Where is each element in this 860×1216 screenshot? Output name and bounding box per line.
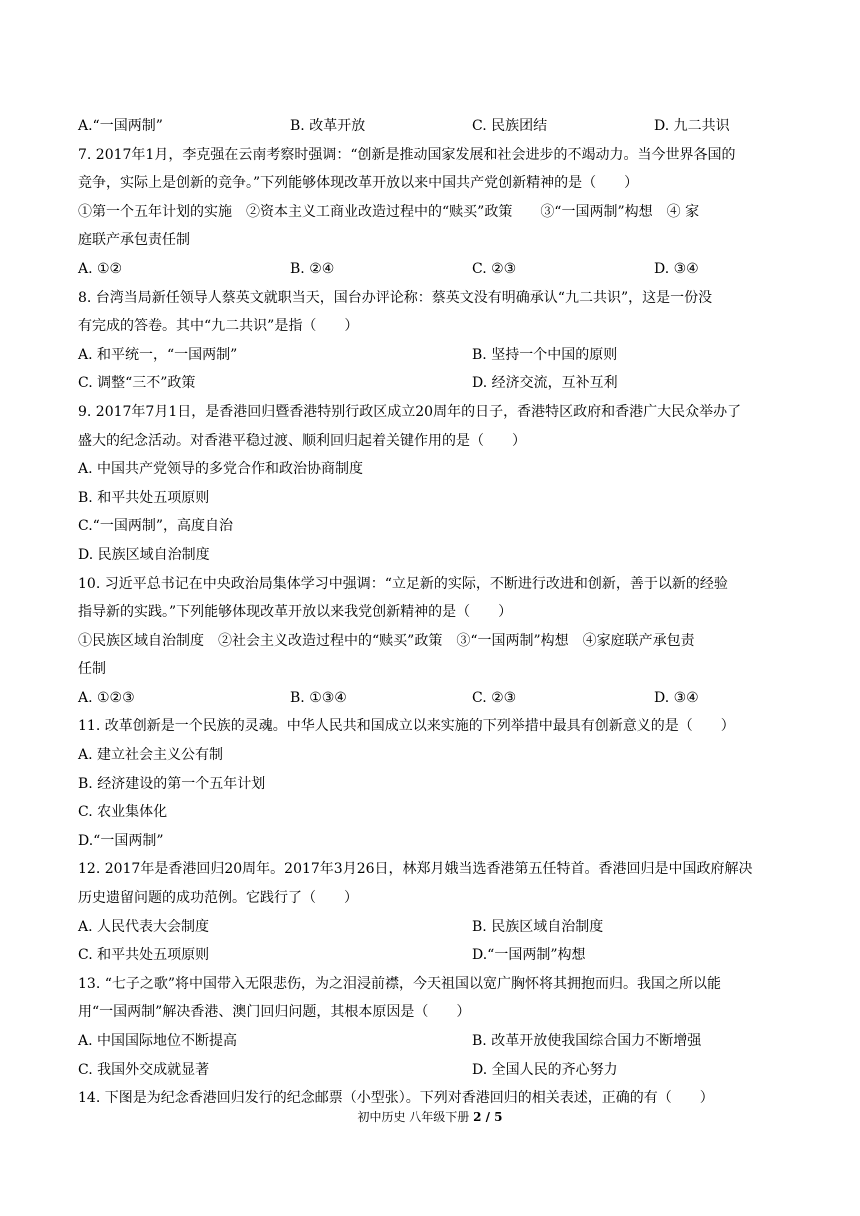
q9-stem: 9. 2017年7月1日，是香港回归暨香港特别行政区成立20周年的日子，香港特区政府和香港广大民众举办了: [78, 403, 742, 420]
option-b: B. 民族区域自治制度: [472, 918, 604, 935]
option-b: B. 坚持一个中国的原则: [472, 346, 618, 363]
option-a: A. 人民代表大会制度: [78, 918, 210, 935]
option-b: B. 经济建设的第一个五年计划: [78, 775, 266, 792]
question-content: [78, 112, 790, 1113]
option-c: C. 民族团结: [472, 118, 548, 134]
option-a: A. 中国国际地位不断提高: [78, 1033, 238, 1049]
q9-stem-cont: 盛大的纪念活动。对香港平稳过渡、顺利回归起着关键作用的是（ ）: [78, 432, 526, 449]
q13-options-row1: [78, 1027, 790, 1056]
option-a: A. ①②③: [78, 689, 135, 706]
q13-stem: 13. “七子之歌”将中国带入无限悲伤，为之泪浸前襟，今天祖国以宽广胸怀将其拥抱而归。我国之所以能: [78, 975, 722, 992]
option-a: A. 建立社会主义公有制: [78, 747, 224, 764]
q8-stem-cont: 有完成的答卷。其中“九二共识”是指（ ）: [78, 318, 359, 335]
option-d: D. ③④: [654, 689, 699, 706]
option-a: A.“一国两制”: [78, 118, 163, 134]
q12-options-row2: [78, 941, 790, 970]
option-d: D. ③④: [654, 260, 699, 277]
option-c: C. 和平共处五项原则: [78, 947, 210, 964]
option-d: D. 经济交流，互补互利: [472, 375, 618, 392]
q10-items: ①民族区域自治制度 ②社会主义改造过程中的“赎买”政策 ③“一国两制”构想 ④家庭联产承包责: [78, 632, 695, 649]
option-c: C. 我国外交成就显著: [78, 1061, 210, 1078]
q13-stem-cont: 用“一国两制”解决香港、澳门回归问题，其根本原因是（ ）: [78, 1004, 471, 1021]
q10-stem-cont: 指导新的实践。”下列能够体现改革开放以来我党创新精神的是（ ）: [78, 604, 513, 621]
q8-options-row2: [78, 369, 790, 398]
q7-stem: 7. 2017年1月，李克强在云南考察时强调：“创新是推动国家发展和社会进步的不竭动力。当今世界各国的: [78, 146, 736, 163]
q6-options: [78, 112, 790, 141]
option-b: B. ②④: [290, 260, 335, 277]
q8-stem: 8. 台湾当局新任领导人蔡英文就职当天，国台办评论称：蔡英文没有明确承认“九二共识”，这是一份没: [78, 289, 713, 306]
q7-items-cont: 庭联产承包责任制: [78, 232, 190, 249]
option-c: C.“一国两制”，高度自治: [78, 518, 233, 535]
option-a: A. 中国共产党领导的多党合作和政治协商制度: [78, 461, 364, 478]
q12-options-row1: [78, 913, 790, 942]
q12-stem-cont: 历史遗留问题的成功范例。它践行了（ ）: [78, 890, 358, 907]
q10-items-cont: 任制: [78, 661, 106, 678]
q10-options: [78, 684, 790, 713]
option-b: B. 和平共处五项原则: [78, 489, 210, 506]
option-d: D. 九二共识: [654, 118, 730, 134]
option-d: D.“一国两制”构想: [472, 947, 586, 964]
q7-options: [78, 255, 790, 284]
option-c: C. 调整“三不”政策: [78, 375, 196, 392]
option-c: C. ②③: [472, 689, 517, 706]
q7-stem-cont: 竞争，实际上是创新的竞争。”下列能够体现改革开放以来中国共产党创新精神的是（ ）: [78, 175, 639, 192]
q10-stem: 10. 习近平总书记在中央政治局集体学习中强调：“立足新的实际，不断进行改进和创新，善于以新的经验: [78, 575, 728, 592]
q8-options-row1: [78, 341, 790, 370]
q12-stem: 12. 2017年是香港回归20周年。2017年3月26日，林郑月娥当选香港第五任特首。香港回归是中国政府解决: [78, 861, 753, 878]
q7-items: ①第一个五年计划的实施 ②资本主义工商业改造过程中的“赎买”政策 ③“一国两制”构想 ④ 家: [78, 203, 700, 220]
q11-stem: 11. 改革创新是一个民族的灵魂。中华人民共和国成立以来实施的下列举措中最具有创新意义的是（ ）: [78, 718, 735, 735]
option-d: D.“一国两制”: [78, 832, 164, 849]
footer-text: 初中历史 八年级下册: [357, 1110, 474, 1124]
page-number: 2 / 5: [473, 1110, 503, 1124]
option-c: C. ②③: [472, 260, 517, 277]
option-a: A. 和平统一，“一国两制”: [78, 346, 238, 363]
option-c: C. 农业集体化: [78, 804, 168, 821]
option-b: B. 改革开放: [290, 118, 366, 134]
option-b: B. 改革开放使我国综合国力不断增强: [472, 1033, 702, 1049]
q13-options-row2: [78, 1056, 790, 1085]
option-b: B. ①③④: [290, 689, 347, 706]
option-d: D. 民族区域自治制度: [78, 546, 210, 563]
option-a: A. ①②: [78, 260, 123, 277]
option-d: D. 全国人民的齐心努力: [472, 1061, 618, 1078]
q14-stem: 14. 下图是为纪念香港回归发行的纪念邮票（小型张）。下列对香港回归的相关表述，正确的有（ ）: [78, 1090, 714, 1107]
page-footer: [0, 1108, 860, 1125]
